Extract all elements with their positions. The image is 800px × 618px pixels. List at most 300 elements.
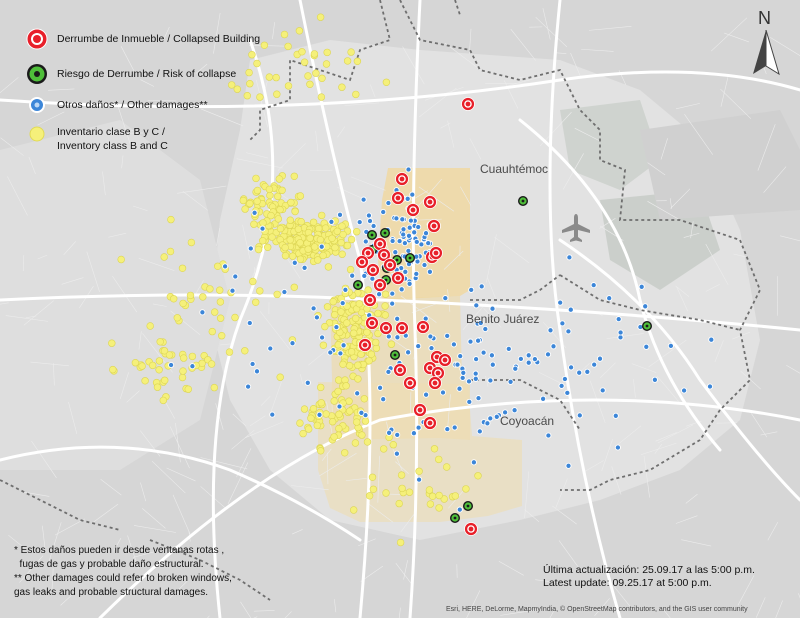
inventory-point bbox=[300, 430, 307, 437]
inventory-point bbox=[352, 440, 359, 447]
other-damage-point bbox=[350, 273, 355, 278]
inventory-point bbox=[382, 312, 389, 319]
footnote-line-3: ** Other damages could refer to broken windows, bbox=[14, 573, 232, 584]
other-damage-point bbox=[541, 396, 546, 401]
other-damage-point bbox=[338, 351, 343, 356]
other-damage-point bbox=[341, 343, 346, 348]
inventory-point bbox=[308, 415, 315, 422]
inventory-point bbox=[335, 388, 342, 395]
other-damage-point bbox=[577, 413, 582, 418]
other-damage-point bbox=[414, 271, 419, 276]
inventory-point bbox=[234, 86, 241, 93]
other-damage-point bbox=[592, 362, 597, 367]
inventory-point bbox=[292, 208, 299, 215]
other-damage-point bbox=[483, 326, 488, 331]
other-damage-point bbox=[548, 328, 553, 333]
inventory-point bbox=[317, 447, 324, 454]
inventory-point bbox=[348, 348, 355, 355]
other-damage-point bbox=[489, 353, 494, 358]
inventory-point bbox=[416, 468, 423, 475]
other-damage-point bbox=[406, 167, 411, 172]
inventory-point bbox=[298, 218, 305, 225]
inventory-point bbox=[254, 198, 261, 205]
inventory-point bbox=[354, 58, 361, 65]
inventory-point bbox=[266, 186, 273, 193]
other-damage-point bbox=[314, 315, 319, 320]
other-damage-point bbox=[169, 362, 174, 367]
inventory-point bbox=[348, 49, 355, 56]
other-damage-point bbox=[476, 338, 481, 343]
inventory-point bbox=[307, 81, 314, 88]
collapsed-building-point bbox=[396, 322, 409, 335]
inventory-point bbox=[297, 239, 304, 246]
other-damage-point bbox=[618, 335, 623, 340]
inventory-point bbox=[452, 493, 459, 500]
collapsed-building-point bbox=[396, 173, 409, 186]
other-damage-point bbox=[518, 356, 523, 361]
other-damage-point bbox=[340, 301, 345, 306]
other-damage-point bbox=[473, 376, 478, 381]
other-damage-point bbox=[427, 269, 432, 274]
other-damage-point bbox=[248, 246, 253, 251]
collapsed-building-point bbox=[428, 220, 441, 233]
other-damage-point bbox=[405, 196, 410, 201]
footnote-line-1: * Estos daños pueden ir desde ventanas rotas , bbox=[14, 545, 225, 556]
inventory-point bbox=[370, 486, 377, 493]
other-damage-point bbox=[417, 477, 422, 482]
other-damage-point bbox=[481, 350, 486, 355]
inventory-point bbox=[296, 27, 303, 34]
other-damage-point bbox=[223, 264, 228, 269]
inventory-point bbox=[322, 225, 329, 232]
inventory-point bbox=[318, 212, 325, 219]
inventory-point bbox=[396, 500, 403, 507]
inventory-point bbox=[340, 231, 347, 238]
other-damage-point bbox=[366, 213, 371, 218]
other-damage-point bbox=[526, 360, 531, 365]
inventory-point bbox=[249, 51, 256, 58]
inventory-point bbox=[365, 287, 372, 294]
inventory-point bbox=[167, 248, 174, 255]
inventory-point bbox=[211, 384, 218, 391]
inventory-point bbox=[382, 303, 389, 310]
inventory-point bbox=[339, 251, 346, 258]
inventory-point bbox=[246, 69, 253, 76]
inventory-point bbox=[156, 358, 163, 365]
collapsed-building-point bbox=[392, 192, 405, 205]
inventory-point bbox=[166, 352, 173, 359]
other-damage-point bbox=[566, 329, 571, 334]
inventory-point bbox=[179, 265, 186, 272]
inventory-point bbox=[320, 342, 327, 349]
inventory-point bbox=[435, 456, 442, 463]
other-damage-point bbox=[457, 507, 462, 512]
other-damage-point bbox=[494, 414, 499, 419]
inventory-point bbox=[156, 366, 163, 373]
other-damage-point bbox=[551, 344, 556, 349]
risk-of-collapse-point bbox=[367, 230, 377, 240]
inventory-point bbox=[157, 338, 164, 345]
other-damage-point bbox=[381, 209, 386, 214]
inventory-point bbox=[317, 384, 324, 391]
district-label-cuauhtemoc: Cuauhtémoc bbox=[480, 162, 549, 176]
inventory-point bbox=[325, 264, 332, 271]
other-damage-point bbox=[305, 380, 310, 385]
legend-item-collapsed bbox=[26, 28, 260, 50]
inventory-point bbox=[187, 292, 194, 299]
other-damage-point bbox=[490, 306, 495, 311]
inventory-point bbox=[335, 425, 342, 432]
inventory-point bbox=[324, 303, 331, 310]
risk-of-collapse-point bbox=[353, 280, 363, 290]
other-damage-point bbox=[282, 289, 287, 294]
other-damage-point bbox=[558, 300, 563, 305]
other-damage-point bbox=[362, 273, 367, 278]
inventory-point bbox=[332, 244, 339, 251]
inventory-point bbox=[369, 474, 376, 481]
other-damage-point bbox=[546, 433, 551, 438]
other-damage-point bbox=[477, 429, 482, 434]
other-damage-point bbox=[488, 378, 493, 383]
inventory-point bbox=[364, 439, 371, 446]
inventory-point bbox=[274, 291, 281, 298]
collapsed-building-point bbox=[384, 259, 397, 272]
inventory-point bbox=[208, 361, 215, 368]
other-damage-point bbox=[607, 296, 612, 301]
other-damage-point bbox=[461, 370, 466, 375]
inventory-point bbox=[147, 323, 154, 330]
inventory-point bbox=[255, 246, 262, 253]
collapsed-building-point bbox=[407, 204, 420, 217]
other-damage-point bbox=[569, 365, 574, 370]
other-damage-point bbox=[565, 390, 570, 395]
inventory-point bbox=[329, 418, 336, 425]
inventory-point bbox=[307, 235, 314, 242]
inventory-point bbox=[209, 328, 216, 335]
inventory-point bbox=[372, 339, 379, 346]
other-damage-point bbox=[485, 421, 490, 426]
other-damage-point bbox=[422, 262, 427, 267]
collapsed-building-point bbox=[394, 364, 407, 377]
footnote-block bbox=[14, 544, 232, 600]
other-damage-point bbox=[474, 357, 479, 362]
other-damage-point bbox=[268, 346, 273, 351]
legend-label-inventory bbox=[57, 125, 168, 153]
other-damage-point bbox=[395, 335, 400, 340]
inventory-point bbox=[431, 445, 438, 452]
other-damage-point bbox=[644, 344, 649, 349]
collapsed-building-point bbox=[367, 264, 380, 277]
collapsed-building-point bbox=[364, 294, 377, 307]
other-damage-point bbox=[508, 379, 513, 384]
other-damage-point bbox=[363, 239, 368, 244]
inventory-point bbox=[321, 323, 328, 330]
inventory-point bbox=[288, 199, 295, 206]
collapsed-building-point bbox=[462, 98, 475, 111]
inventory-point bbox=[301, 59, 308, 66]
inventory-point bbox=[314, 422, 321, 429]
collapsed-building-point bbox=[417, 321, 430, 334]
inventory-point bbox=[313, 70, 320, 77]
other-damage-point bbox=[471, 460, 476, 465]
inventory-point bbox=[276, 176, 283, 183]
other-damage-point bbox=[476, 396, 481, 401]
inventory-point bbox=[346, 408, 353, 415]
other-damage-point bbox=[399, 287, 404, 292]
other-damage-point bbox=[357, 220, 362, 225]
inventory-point bbox=[475, 472, 482, 479]
inventory-point bbox=[297, 420, 304, 427]
legend-label-risk: Riesgo de Derrumbe / Risk of collapse bbox=[57, 68, 237, 80]
other-damage-point bbox=[233, 274, 238, 279]
inventory-point bbox=[282, 252, 289, 259]
inventory-point bbox=[257, 94, 264, 101]
other-damage-point bbox=[416, 344, 421, 349]
inventory-point bbox=[398, 472, 405, 479]
other-damage-point bbox=[250, 361, 255, 366]
inventory-point bbox=[343, 382, 350, 389]
other-damage-point bbox=[597, 356, 602, 361]
other-damage-point bbox=[416, 425, 421, 430]
inventory-point bbox=[353, 419, 360, 426]
inventory-point bbox=[348, 236, 355, 243]
collapsed-building-point bbox=[380, 322, 393, 335]
inventory-point bbox=[149, 362, 156, 369]
inventory-point bbox=[297, 193, 304, 200]
inventory-point bbox=[331, 398, 338, 405]
inventory-point bbox=[390, 441, 397, 448]
other-damage-point bbox=[400, 217, 405, 222]
other-damage-point bbox=[455, 362, 460, 367]
other-damage-point bbox=[426, 241, 431, 246]
inventory-point bbox=[260, 220, 267, 227]
other-damage-point bbox=[411, 431, 416, 436]
inventory-point bbox=[311, 244, 318, 251]
inventory-point bbox=[323, 411, 330, 418]
other-damage-point bbox=[328, 350, 333, 355]
collapsed-building-point bbox=[424, 417, 437, 430]
collapsed-building-point bbox=[359, 339, 372, 352]
inventory-point bbox=[324, 49, 331, 56]
inventory-point bbox=[109, 366, 116, 373]
inventory-point bbox=[347, 266, 354, 273]
other-damage-point bbox=[407, 281, 412, 286]
inventory-point bbox=[353, 228, 360, 235]
inventory-point bbox=[285, 83, 292, 90]
other-damage-point bbox=[361, 197, 366, 202]
inventory-point bbox=[350, 507, 357, 514]
other-damage-point bbox=[260, 226, 265, 231]
inventory-point bbox=[256, 288, 263, 295]
other-damage-point bbox=[395, 316, 400, 321]
inventory-point bbox=[329, 235, 336, 242]
inventory-point bbox=[343, 320, 350, 327]
other-damage-point bbox=[311, 306, 316, 311]
risk-of-collapse-point bbox=[405, 253, 415, 263]
other-damage-point bbox=[467, 399, 472, 404]
other-damage-point bbox=[337, 212, 342, 217]
inventory-point bbox=[180, 355, 187, 362]
inventory-point bbox=[287, 237, 294, 244]
inventory-point bbox=[383, 490, 390, 497]
inventory-point bbox=[282, 244, 289, 251]
other-damage-point bbox=[643, 304, 648, 309]
inventory-point bbox=[375, 310, 382, 317]
inventory-point bbox=[254, 187, 261, 194]
other-damage-point bbox=[469, 287, 474, 292]
other-damage-point bbox=[329, 219, 334, 224]
inventory-point bbox=[254, 60, 261, 67]
other-damage-point bbox=[387, 430, 392, 435]
legend-label-other: Otros daños* / Other damages** bbox=[57, 99, 208, 111]
other-damage-point bbox=[403, 269, 408, 274]
risk-of-collapse-point bbox=[450, 513, 460, 523]
inventory-point bbox=[382, 291, 389, 298]
other-damage-point bbox=[317, 412, 322, 417]
other-damage-point bbox=[460, 375, 465, 380]
other-damage-point bbox=[390, 301, 395, 306]
inventory-point bbox=[246, 200, 253, 207]
other-damage-point bbox=[320, 335, 325, 340]
other-damage-point bbox=[445, 333, 450, 338]
inventory-point bbox=[364, 329, 371, 336]
other-damage-point bbox=[337, 404, 342, 409]
other-damage-point bbox=[367, 218, 372, 223]
other-damage-point bbox=[490, 362, 495, 367]
inventory-point bbox=[273, 91, 280, 98]
inventory-point bbox=[436, 505, 443, 512]
other-damage-point bbox=[406, 233, 411, 238]
inventory-point bbox=[344, 58, 351, 65]
other-damage-point bbox=[359, 410, 364, 415]
other-damage-point bbox=[423, 231, 428, 236]
other-damage-point bbox=[560, 321, 565, 326]
inventory-point bbox=[217, 299, 224, 306]
inventory-point bbox=[170, 295, 177, 302]
other-damage-point bbox=[707, 384, 712, 389]
inventory-point bbox=[352, 315, 359, 322]
inventory-point bbox=[336, 411, 343, 418]
inventory-point bbox=[355, 376, 362, 383]
other-damage-point bbox=[452, 425, 457, 430]
inventory-point bbox=[291, 284, 298, 291]
inventory-point bbox=[118, 256, 125, 263]
inventory-point bbox=[352, 91, 359, 98]
other-damage-point bbox=[406, 350, 411, 355]
inventory-point bbox=[397, 539, 404, 546]
other-damage-point bbox=[474, 303, 479, 308]
inventory-point bbox=[299, 48, 306, 55]
inventory-point bbox=[180, 300, 187, 307]
inventory-point bbox=[383, 79, 390, 86]
inventory-point bbox=[291, 173, 298, 180]
other-damage-point bbox=[440, 390, 445, 395]
inventory-point bbox=[244, 92, 251, 99]
inventory-point bbox=[139, 363, 146, 370]
inventory-point bbox=[359, 432, 366, 439]
inventory-point bbox=[319, 75, 326, 82]
other-damage-point bbox=[390, 238, 395, 243]
inventory-point bbox=[311, 51, 318, 58]
inventory-point bbox=[305, 426, 312, 433]
risk-of-collapse-point bbox=[380, 228, 390, 238]
inventory-point bbox=[274, 193, 281, 200]
collapsed-building-icon bbox=[26, 28, 48, 50]
inventory-point bbox=[242, 206, 249, 213]
inventory-point bbox=[199, 294, 206, 301]
other-damage-point bbox=[410, 192, 415, 197]
other-damage-point bbox=[466, 379, 471, 384]
inventory-point bbox=[142, 377, 149, 384]
other-damage-point bbox=[559, 383, 564, 388]
other-damage-point bbox=[567, 255, 572, 260]
inventory-point bbox=[350, 330, 357, 337]
other-damage-point bbox=[378, 385, 383, 390]
other-damage-point bbox=[408, 218, 413, 223]
inventory-point bbox=[356, 300, 363, 307]
inventory-point bbox=[320, 252, 327, 259]
inventory-point bbox=[358, 351, 365, 358]
inventory-point bbox=[277, 374, 284, 381]
other-damage-point bbox=[390, 291, 395, 296]
inventory-point bbox=[269, 234, 276, 241]
other-damage-point bbox=[246, 384, 251, 389]
inventory-point bbox=[436, 492, 443, 499]
other-damage-point bbox=[247, 320, 252, 325]
other-damage-point bbox=[292, 260, 297, 265]
north-arrow-icon bbox=[751, 30, 781, 76]
inventory-point bbox=[361, 395, 368, 402]
other-damage-point bbox=[600, 388, 605, 393]
other-damage-point bbox=[416, 224, 421, 229]
other-damage-point bbox=[562, 376, 567, 381]
other-damage-point bbox=[473, 371, 478, 376]
inventory-point bbox=[275, 216, 282, 223]
collapsed-building-point bbox=[414, 404, 427, 417]
north-letter: N bbox=[758, 8, 771, 28]
other-damage-point bbox=[532, 357, 537, 362]
collapsed-building-point bbox=[374, 279, 387, 292]
other-damage-point bbox=[230, 288, 235, 293]
inventory-point bbox=[305, 246, 312, 253]
other-damage-point bbox=[254, 369, 259, 374]
footnote-line-2: fugas de gas y probable daño estructural. bbox=[14, 559, 204, 570]
other-damage-point bbox=[577, 370, 582, 375]
inventory-point bbox=[174, 314, 181, 321]
inventory-point bbox=[268, 212, 275, 219]
other-damage-point bbox=[401, 227, 406, 232]
inventory-point bbox=[253, 175, 260, 182]
inventory-point bbox=[297, 256, 304, 263]
inventory-point bbox=[295, 226, 302, 233]
inventory-point bbox=[246, 80, 253, 87]
inventory-point bbox=[310, 405, 317, 412]
other-damage-point bbox=[401, 232, 406, 237]
inventory-point bbox=[216, 287, 223, 294]
other-damage-point bbox=[682, 388, 687, 393]
risk-of-collapse-icon bbox=[26, 63, 48, 85]
inventory-point bbox=[330, 298, 337, 305]
inventory-point bbox=[317, 236, 324, 243]
other-damage-point bbox=[407, 225, 412, 230]
inventory-point bbox=[281, 31, 288, 38]
other-damage-point bbox=[545, 352, 550, 357]
inventory-point bbox=[338, 309, 345, 316]
inventory-point bbox=[277, 225, 284, 232]
inventory-point bbox=[335, 377, 342, 384]
inventory-point bbox=[380, 446, 387, 453]
inventory-point bbox=[214, 263, 221, 270]
